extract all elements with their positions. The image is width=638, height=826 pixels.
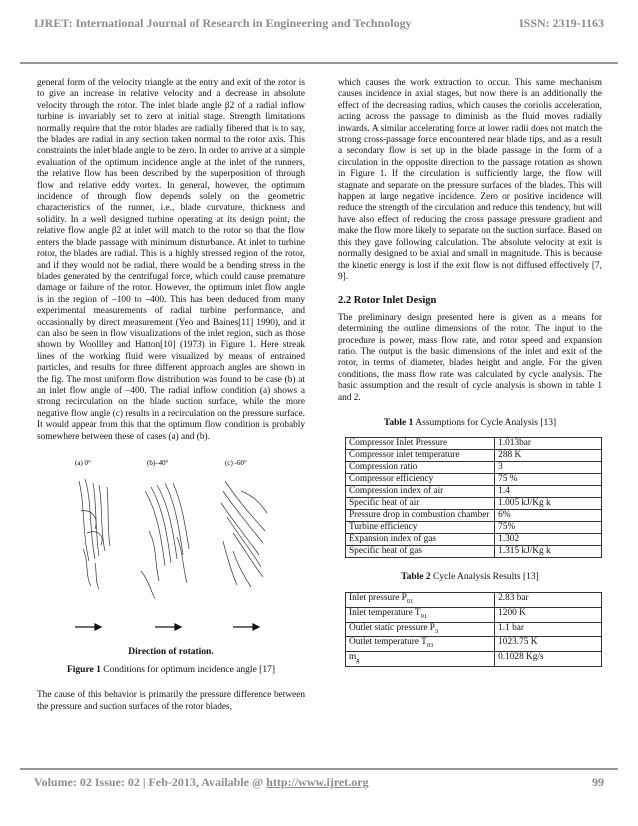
result-value: 0.1028 Kg/s (495, 652, 602, 667)
table-row (346, 546, 602, 558)
param-value: 1.4 (495, 486, 602, 498)
result-name: Outlet temperature $T_{03}$ (346, 637, 495, 652)
table-row (346, 637, 602, 652)
result-name: $m_g$ (346, 652, 495, 667)
result-value: 1.1 bar (495, 622, 602, 637)
header-divider (20, 62, 618, 64)
result-subscript: 01 (420, 612, 428, 620)
param-name: Expansion index of gas (346, 534, 495, 546)
table-row (346, 510, 602, 522)
param-value: 3 (495, 462, 602, 474)
table-row (346, 474, 602, 486)
param-value: 75 % (495, 474, 602, 486)
table-2-caption (338, 572, 602, 583)
figure-direction-label: Direction of rotation. (128, 647, 214, 658)
left-column (37, 78, 305, 713)
param-name: Compression ratio (346, 462, 495, 474)
issn: ISSN: 2319-1163 (518, 16, 604, 30)
table-row (346, 622, 602, 637)
table-row (346, 498, 602, 510)
figure-label-b: (b)–40° (147, 459, 169, 467)
figure-caption-text: Conditions for optimum incidence angle [17] (100, 665, 275, 675)
param-name: Pressure drop in combustion chamber (346, 510, 495, 522)
streakline-figure (37, 451, 305, 641)
table-1-title: Assumptions for Cycle Analysis [13] (413, 417, 557, 428)
result-name: Outlet static pressure $P_3$ (346, 622, 495, 637)
param-name: Specific heat of air (346, 498, 495, 510)
right-column (338, 78, 602, 667)
result-value: 1023.75 K (495, 637, 602, 652)
param-value: 6% (495, 510, 602, 522)
figure-caption-label: Figure 1 (66, 665, 101, 675)
page-number: 99 (592, 775, 604, 789)
param-name: Compressor inlet temperature (346, 450, 495, 462)
table-row (346, 607, 602, 622)
panel-a-streaklines (79, 479, 110, 589)
rotation-arrows (75, 624, 259, 630)
figure-1 (37, 451, 305, 658)
left-paragraph-1: general form of the velocity triangle at the entry and exit of the rotor is to give an increase in relative velocity and a decrease in absolute velocity through the rotor. The inlet blade angle β2 of a radial inflow turbine is invariably set to zero at initial stage. Strength limitations normally require that the rotor blades are radially fibered that is to say, the blades are radial in any section taken normal to the rotor axis. This constraints the inlet blade angle to be zero. In order to arrive at a simple evaluation of the optimum incidence angle at the inlet of the runners, the relative flow has been described by the superposition of through flow and relative eddy vortex. In general, however, the optimum incidence of through flow depends solely on the geometric characteristics of the runner, i.e., blade curvature, thickness and solidity. In a well designed turbine operating at its design point, the relative flow angle β2 at inlet will match to the rotor so that the flow enters the blade passage with minimum disturbance. At inlet to turbine rotor, the blades are radial. This is a highly stressed region of the rotor, and if they would not be radial, there would be a bending stress in the blades generated by the centrifugal force, which could cause premature damage or failure of the rotor. However, the optimum inlet flow angle is in the region of –100 to –400. This has been deduced from many experimental measurements of radial turbine performance, and occasionally by direct measurement (Yeo and Baines[11] 1990), and it can also be seen in flow visualizations of the inlet region, such as those shown by Woollley and Hatton[10] (1973) in Figure 1. Here streak lines of the working fluid were visualized by means of entrained particles, and results for three different approach angles are shown in the fig. The most uniform flow distribution was found to be case (b) at an inlet flow angle of –400. The radial inflow condition (a) shows a strong recirculation on the blade suction surface, while the more negative flow angle (c) results in a recirculation on the pressure surface. It would appear from this that the optimum flow condition is probably somewhere between these of cases (a) and (b). (37, 78, 305, 442)
param-value: 1.013bar (495, 438, 602, 450)
param-name: Compression index of air (346, 486, 495, 498)
param-value: 75% (495, 522, 602, 534)
figure-label-a: (a) 0° (75, 459, 91, 467)
result-subscript: 3 (434, 627, 439, 635)
figure-label-c: (c) -60° (225, 459, 247, 467)
result-value: 2.83 bar (495, 592, 602, 607)
page-footer (20, 772, 618, 792)
result-name: Inlet temperature $T_{01}$ (346, 607, 495, 622)
table-1-caption (338, 418, 602, 429)
result-subscript: 01 (406, 597, 414, 605)
param-name: Compressor Inlet Pressure (346, 438, 495, 450)
result-name: Inlet pressure $P_{01}$ (346, 592, 495, 607)
table-row (346, 534, 602, 546)
table-2-label: Table 2 (401, 572, 431, 583)
table-row (346, 522, 602, 534)
footer-divider (20, 768, 618, 770)
param-value: 288 K (495, 450, 602, 462)
panel-b-streaklines (141, 483, 189, 599)
results-table (345, 592, 602, 667)
result-subscript: 03 (426, 642, 434, 650)
table-row (346, 486, 602, 498)
panel-c-streaklines (221, 481, 267, 587)
footer-prefix: Volume: 02 Issue: 02 | Feb-2013, Available @ (34, 775, 267, 789)
result-subscript: g (356, 657, 360, 665)
figure-1-caption (37, 665, 305, 676)
journal-link[interactable]: http://www.ijret.org (266, 775, 369, 789)
result-value: 1200 K (495, 607, 602, 622)
param-name: Turbine efficiency (346, 522, 495, 534)
param-name: Specific heat of gas (346, 546, 495, 558)
param-name: Compressor efficiency (346, 474, 495, 486)
table-row (346, 462, 602, 474)
table-row (346, 450, 602, 462)
table-row (346, 592, 602, 607)
footer-text (34, 775, 369, 790)
page-header (20, 12, 618, 38)
table-row (346, 652, 602, 667)
left-paragraph-2: The cause of this behavior is primarily the pressure difference between the pressure and suction surfaces of the rotor blades, (37, 690, 305, 712)
param-value: 1.005 kJ/Kg k (495, 498, 602, 510)
section-heading: 2.2 Rotor Inlet Design (338, 295, 437, 307)
right-paragraph-2: The preliminary design presented here is given as a means for determining the outline dimensions of the rotor. The input to the procedure is power, mass flow rate, and rotor speed and expansion ratio. The output is the basic dimensions of the inlet and exit of the rotor, in terms of diameter, blades height and angle. For the given conditions, the mass flow rate was calculated by cycle analysis. The basic assumption and the result of cycle analysis is shown in table 1 and 2. (338, 312, 602, 403)
table-row (346, 438, 602, 450)
assumptions-table (345, 437, 602, 558)
table-2-title: Cycle Analysis Results [13] (430, 572, 539, 583)
param-value: 1.315 kJ/Kg k (495, 546, 602, 558)
journal-title: IJRET: International Journal of Research in Engineering and Technology (34, 16, 412, 30)
right-paragraph-1: which causes the work extraction to occur. This same mechanism causes incidence in axial stages, but now there is an additionally the effect of the decreasing radius, which causes the coriolis acceleration, acting across the passage to diminish as the fluid moves radially inwards. A similar accelerating force at lower radii does not match the strong cross-passage force encountered near blade tips, and as a result a secondary flow is set up in the blade passage in the form of a circulation in the opposite direction to the passage rotation as shown in Figure 1. If the circulation is sufficiently large, the flow will stagnate and separate on the pressure surfaces of the blades. This will happen at large negative incidence. Zero or positive incidence will reduce the strength of the circulation and reduce this tendency, but will have also effect of reducing the cross passage pressure gradient and make the flow more likely to separate on the suction surface. Based on this they gave following calculation. The absolute velocity at exit is normally designed to be axial and small in magnitude. This is because the kinetic energy is lost if the exit flow is not diffused effectively [7, 9]. (338, 78, 602, 282)
param-value: 1.302 (495, 534, 602, 546)
table-1-label: Table 1 (383, 417, 414, 428)
